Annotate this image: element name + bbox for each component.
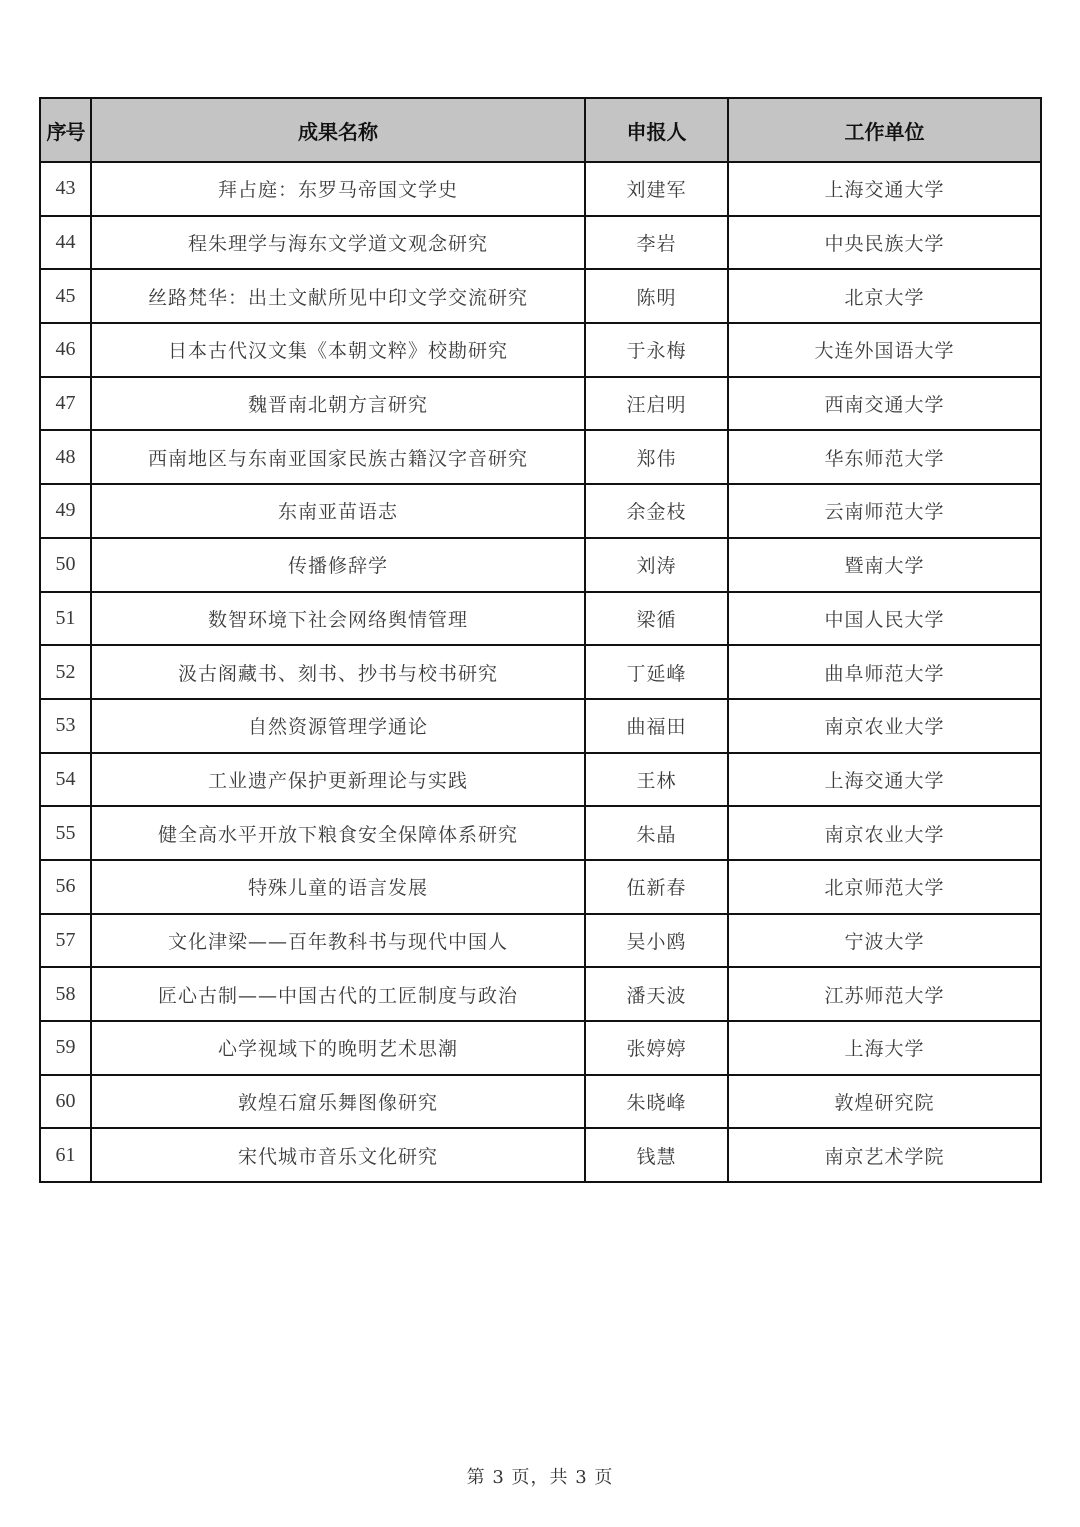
cell-institution: 中央民族大学 (728, 216, 1041, 270)
cell-serial-number: 44 (40, 216, 91, 270)
cell-applicant: 朱晶 (585, 806, 728, 860)
cell-achievement-title: 程朱理学与海东文学道文观念研究 (91, 216, 585, 270)
table-row (40, 967, 1041, 1021)
cell-achievement-title: 日本古代汉文集《本朝文粹》校勘研究 (91, 323, 585, 377)
table-row (40, 1075, 1041, 1129)
cell-serial-number: 45 (40, 269, 91, 323)
cell-applicant: 钱慧 (585, 1128, 728, 1182)
cell-institution: 上海大学 (728, 1021, 1041, 1075)
cell-achievement-title: 西南地区与东南亚国家民族古籍汉字音研究 (91, 430, 585, 484)
header-applicant: 申报人 (585, 98, 728, 162)
table-body (40, 162, 1041, 1182)
table-row (40, 323, 1041, 377)
table-row (40, 162, 1041, 216)
cell-achievement-title: 汲古阁藏书、刻书、抄书与校书研究 (91, 645, 585, 699)
table-row (40, 377, 1041, 431)
cell-serial-number: 58 (40, 967, 91, 1021)
cell-achievement-title: 文化津梁——百年教科书与现代中国人 (91, 914, 585, 968)
cell-achievement-title: 传播修辞学 (91, 538, 585, 592)
cell-institution: 敦煌研究院 (728, 1075, 1041, 1129)
cell-institution: 上海交通大学 (728, 753, 1041, 807)
cell-institution: 上海交通大学 (728, 162, 1041, 216)
page-number-footer: 第 3 页，共 3 页 (466, 1467, 614, 1488)
cell-institution: 云南师范大学 (728, 484, 1041, 538)
cell-achievement-title: 敦煌石窟乐舞图像研究 (91, 1075, 585, 1129)
cell-achievement-title: 工业遗产保护更新理论与实践 (91, 753, 585, 807)
header-achievement-title: 成果名称 (91, 98, 585, 162)
cell-applicant: 伍新春 (585, 860, 728, 914)
cell-serial-number: 56 (40, 860, 91, 914)
cell-applicant: 汪启明 (585, 377, 728, 431)
cell-achievement-title: 自然资源管理学通论 (91, 699, 585, 753)
table-row (40, 1021, 1041, 1075)
cell-achievement-title: 东南亚苗语志 (91, 484, 585, 538)
table-row (40, 430, 1041, 484)
cell-serial-number: 54 (40, 753, 91, 807)
cell-institution: 曲阜师范大学 (728, 645, 1041, 699)
cell-institution: 北京大学 (728, 269, 1041, 323)
cell-institution: 中国人民大学 (728, 592, 1041, 646)
cell-serial-number: 46 (40, 323, 91, 377)
table-row (40, 860, 1041, 914)
cell-applicant: 朱晓峰 (585, 1075, 728, 1129)
cell-serial-number: 50 (40, 538, 91, 592)
cell-serial-number: 47 (40, 377, 91, 431)
cell-serial-number: 51 (40, 592, 91, 646)
cell-applicant: 刘涛 (585, 538, 728, 592)
cell-institution: 华东师范大学 (728, 430, 1041, 484)
cell-serial-number: 52 (40, 645, 91, 699)
table-row (40, 914, 1041, 968)
cell-applicant: 于永梅 (585, 323, 728, 377)
cell-institution: 暨南大学 (728, 538, 1041, 592)
cell-applicant: 刘建军 (585, 162, 728, 216)
cell-institution: 江苏师范大学 (728, 967, 1041, 1021)
cell-serial-number: 61 (40, 1128, 91, 1182)
cell-applicant: 李岩 (585, 216, 728, 270)
cell-applicant: 梁循 (585, 592, 728, 646)
cell-serial-number: 57 (40, 914, 91, 968)
cell-serial-number: 59 (40, 1021, 91, 1075)
cell-institution: 宁波大学 (728, 914, 1041, 968)
cell-applicant: 潘天波 (585, 967, 728, 1021)
cell-applicant: 余金枝 (585, 484, 728, 538)
cell-applicant: 郑伟 (585, 430, 728, 484)
cell-institution: 西南交通大学 (728, 377, 1041, 431)
cell-institution: 南京农业大学 (728, 806, 1041, 860)
cell-serial-number: 43 (40, 162, 91, 216)
table-row (40, 216, 1041, 270)
results-table (39, 97, 1042, 1183)
table-row (40, 538, 1041, 592)
cell-serial-number: 60 (40, 1075, 91, 1129)
table-row (40, 269, 1041, 323)
cell-achievement-title: 特殊儿童的语言发展 (91, 860, 585, 914)
cell-applicant: 丁延峰 (585, 645, 728, 699)
table-row (40, 484, 1041, 538)
cell-serial-number: 55 (40, 806, 91, 860)
table-header-row (40, 98, 1041, 162)
header-institution: 工作单位 (728, 98, 1041, 162)
cell-applicant: 吴小鸥 (585, 914, 728, 968)
table-row (40, 592, 1041, 646)
cell-serial-number: 49 (40, 484, 91, 538)
cell-institution: 南京艺术学院 (728, 1128, 1041, 1182)
cell-serial-number: 53 (40, 699, 91, 753)
cell-achievement-title: 心学视域下的晚明艺术思潮 (91, 1021, 585, 1075)
cell-achievement-title: 数智环境下社会网络舆情管理 (91, 592, 585, 646)
cell-achievement-title: 宋代城市音乐文化研究 (91, 1128, 585, 1182)
table-row (40, 1128, 1041, 1182)
cell-applicant: 曲福田 (585, 699, 728, 753)
cell-applicant: 张婷婷 (585, 1021, 728, 1075)
table-row (40, 806, 1041, 860)
table-row (40, 753, 1041, 807)
cell-institution: 大连外国语大学 (728, 323, 1041, 377)
header-serial-number: 序号 (40, 98, 91, 162)
table-row (40, 699, 1041, 753)
cell-achievement-title: 健全高水平开放下粮食安全保障体系研究 (91, 806, 585, 860)
cell-serial-number: 48 (40, 430, 91, 484)
cell-achievement-title: 拜占庭：东罗马帝国文学史 (91, 162, 585, 216)
cell-institution: 北京师范大学 (728, 860, 1041, 914)
table-row (40, 645, 1041, 699)
cell-applicant: 陈明 (585, 269, 728, 323)
cell-applicant: 王林 (585, 753, 728, 807)
cell-achievement-title: 丝路梵华：出土文献所见中印文学交流研究 (91, 269, 585, 323)
cell-institution: 南京农业大学 (728, 699, 1041, 753)
cell-achievement-title: 匠心古制——中国古代的工匠制度与政治 (91, 967, 585, 1021)
cell-achievement-title: 魏晋南北朝方言研究 (91, 377, 585, 431)
